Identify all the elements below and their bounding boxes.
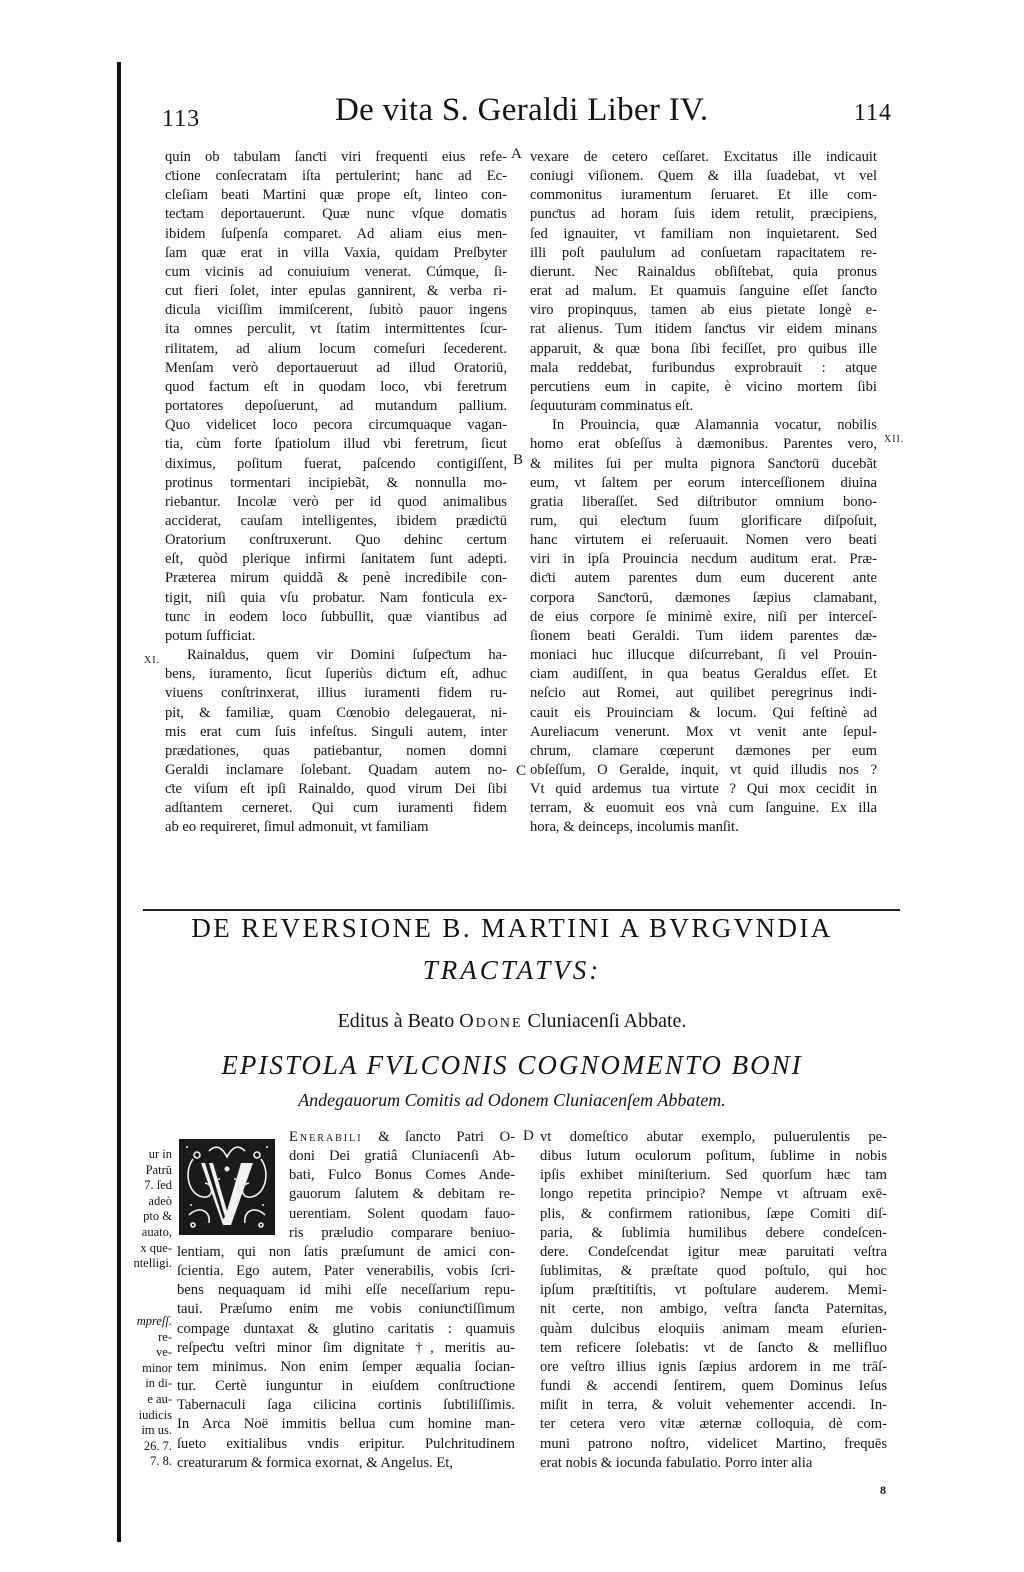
text-line: apparuit, & quæ bona ſibi feciſſet, pro quibus ille — [530, 340, 877, 357]
text-line: protinus tormentari incipiebãt, & nonnulla mo- — [165, 474, 507, 491]
text-line: neſcio aut Romei, aut quilibet peregrinus indi- — [530, 685, 877, 702]
text-line: ipſis exhibet miniſterium. Sed quorſum hæc tam — [540, 1167, 887, 1184]
text-line: quod factum eſt in quodam loco, vbi feretrum — [165, 378, 507, 395]
text-line: rilitatem, ad alium locum comeſuri ſecederent. — [165, 340, 507, 357]
text-line: gratia liberaſſet. Sed diſtributor omnium bono- — [530, 493, 877, 510]
text-line: commonitus iuramentum ſeruaret. Et ille com- — [530, 187, 877, 204]
text-line: dierunt. Nec Rainaldus obſiſtebat, quia pronus — [530, 263, 877, 280]
side-note-fragment: ntelligi. — [133, 1256, 172, 1271]
text-line: taui. Præſumo enim me vobis coniunƈtiſſimum — [177, 1301, 515, 1318]
text-line: coniugi viſionem. Quem & illa ſuadebat, vt vel — [530, 168, 877, 185]
upper-right-column — [530, 148, 877, 838]
text-line: de eius corpore ſe minimè exire, niſi per interceſ- — [530, 608, 877, 625]
treatise-subtitle: TRACTATVS: — [422, 955, 602, 985]
text-line: punƈtus ad horam ſuis idem retulit, præcipiens, — [530, 206, 877, 223]
text-line: mala reddebat, furibundus exprobrauit : atque — [530, 359, 877, 376]
text-line: illi poſt paululum ad conſuetam rapacitatem re- — [530, 244, 877, 261]
opening-word: Enerabili — [289, 1129, 363, 1145]
text-line: ore veſtro illius ignis ſæpius ardorem in me trāſ- — [540, 1358, 887, 1375]
text-line: Aureliacum venerunt. Mox vt venit ante ſepul- — [530, 723, 877, 740]
text-line: ciam audiſſent, in qua beatus Geraldus eſſet. Et — [530, 666, 877, 683]
text-line: ab eo requireret, ſimul admonuit, vt familiam — [165, 819, 429, 836]
text-line: cut fieri ſolet, inter epulas gannirent, & verba ri- — [165, 283, 507, 300]
text-line: hora, & deinceps, incolumis manſit. — [530, 819, 739, 836]
signature-mark: 8 — [880, 1483, 886, 1497]
text-line: teƈtam deportauerunt. Quæ nunc vſque domatis — [165, 206, 507, 223]
side-note-fragment: pto & — [143, 1209, 172, 1224]
text-line: creaturarum & formica exornat, & Angelus. Et, — [177, 1454, 453, 1471]
text-line: ſed ignauiter, vt familiam non inquietarent. Sed — [530, 225, 877, 242]
lower-right-column — [540, 1128, 887, 1473]
side-note-fragment: minor — [142, 1360, 172, 1375]
text-line: lentiam, qui non ſatis præſumunt de amici con- — [177, 1243, 515, 1260]
section-rule — [143, 909, 900, 911]
text-line: Vt quid ardemus tua virtute ? Qui mox cecidit in — [530, 781, 877, 798]
text-line: moniaci huc illucque diſcurrebant, ſi vel Prouin- — [530, 647, 877, 664]
running-title: De vita S. Geraldi Liber IV. — [335, 92, 709, 128]
editor-line-pre: Editus à Beato — [337, 1010, 460, 1032]
text-line: nit certe, non ambigo, veſtra ſanƈta Paternitas, — [540, 1301, 887, 1318]
text-line: rat alienus. Tum itidem ſanƈtus vir eidem minans — [530, 321, 877, 338]
text-line: homo erat obſeſſus à dæmonibus. Parentes vero, — [530, 436, 877, 453]
side-note-fragment: in di- — [145, 1376, 172, 1391]
text-line: erat ad malum. Et quamuis ſanguine eſſet ſanƈto — [530, 283, 877, 300]
text-line: uerentiam. Solent quodam fauo- — [289, 1205, 515, 1222]
text-line: dibus lutum oculorum poſitum, ſublime in nobis — [540, 1148, 887, 1165]
text-line: cauit eis Prouinciam & locum. Qui feſtinè ad — [530, 704, 877, 721]
editor-line-post: Cluniacenſi Abbate. — [522, 1010, 687, 1032]
text-line: muni patrono noſtro, videlicet Martino, frequēs — [540, 1435, 887, 1452]
treatise-title: DE REVERSIONE B. MARTINI A BVRGVNDIA — [191, 913, 833, 943]
page-number-left: 113 — [162, 106, 201, 132]
text-line: ſequuturam comminatus eſt. — [530, 398, 694, 415]
text-line: ſionem beati Geraldi. Tum iidem parentes dæ- — [530, 627, 877, 644]
side-note-fragment: Patrū — [145, 1162, 172, 1177]
side-note-fragment: e au- — [147, 1391, 172, 1406]
text-line: ibidem ſuſpenſa comparet. Ad aliam eius men- — [165, 225, 507, 242]
side-note-fragment: mpreſſ. — [136, 1314, 172, 1328]
side-note-fragment: re- — [158, 1329, 172, 1344]
text-line: Oratorium conſtruxerunt. Quo dehinc certum — [165, 532, 507, 549]
text-line: compage duntaxat & glutino caritatis : quamuis — [177, 1320, 515, 1337]
text-line: Tabernaculi ſaga cilicina cortinis ſubtiliſſimis. — [177, 1397, 515, 1414]
text-line: tia, cùm forte ſpatiolum illud vbi feretrum, ſicut — [165, 436, 507, 453]
text-line: cleſiam beati Martini quæ prope eſt, linteo con- — [165, 187, 507, 204]
side-note-fragment: iudicis — [138, 1407, 172, 1422]
text-line: ſublimitas, & præſtate quod poſtulo, qui hoc — [540, 1263, 887, 1280]
text-line: reſpeƈtu veſtri minor ſim dignitate †, meritis au- — [177, 1339, 515, 1356]
text-line: ſam quæ erat in villa Vaxia, quidam Preſbyter — [165, 244, 507, 261]
text-line: viri in ipſa Prouincia necdum auditum erat. Præ- — [530, 551, 877, 568]
text-line: viuens conſtrinxerat, illius iuramenti fidem ru- — [165, 685, 507, 702]
text-line: cum vicinis ad conuiuium venerat. Cúmque, ſi- — [165, 263, 507, 280]
text-line: diximus, poſitum fuerat, paſcendo contigiſſent, — [165, 455, 507, 472]
text-line: potum ſufficiat. — [165, 627, 256, 644]
text-line: tem minimus. Non enim ſemper æqualia ſocian- — [177, 1358, 515, 1375]
editor-name: Odone — [459, 1010, 523, 1032]
text-line: miſit in terra, & voluit vehementer accendi. In- — [540, 1397, 887, 1414]
text-fragment: & ſancto Patri O- — [362, 1129, 515, 1145]
text-line: corpora Sanƈtorū, dæmones ſæpius clamabant, — [530, 589, 877, 606]
text-line: plis, & confirmem rationibus, ſæpe Comiti diſ- — [540, 1205, 887, 1222]
text-line: longo repetita principio? Nempe vt aſtruam exē- — [540, 1186, 887, 1203]
page-header — [150, 84, 910, 134]
text-line: obſeſſum, O Geralde, inquit, vt quid illudis nos ? — [530, 762, 877, 778]
text-line: vexare de cetero ceſſaret. Excitatus ille indicauit — [530, 149, 877, 165]
text-line: dere. Condeſcendat igitur meæ paruitati veſtra — [540, 1243, 887, 1260]
text-line: doni Dei gratiâ Cluniacenſi Ab- — [289, 1148, 515, 1165]
text-line: Menſam verò deportaueruut ad illud Oratoriū, — [165, 359, 507, 376]
text-line: Quo videlicet loco pecora circumquaque vagan- — [165, 417, 507, 434]
text-line: Rainaldus, quem vir Domini ſuſpeƈtum ha- — [187, 647, 507, 664]
text-line: gauorum ſalutem & debitam re- — [289, 1186, 515, 1203]
page-number-right: 114 — [853, 100, 892, 126]
text-line: ipſum præſtitiſtis, vt poſtulare auderem. Memi- — [540, 1282, 887, 1299]
text-line: diƈti autem parentes dum eum ducerent ante — [530, 570, 877, 587]
text-line: ter cetera vero vitæ æternæ colloquia, dè com- — [540, 1416, 887, 1433]
text-line: rum, qui eleƈtum ſuum glorificare diſpoſuit, — [530, 512, 877, 529]
upper-left-column — [165, 148, 507, 838]
text-line: tunc in eodem loco ſubbullit, quæ viantibus ad — [165, 608, 507, 625]
side-note-fragment: auato, — [141, 1224, 172, 1239]
text-line: eum, vt ſaltem per eorum interceſſionem diuina — [530, 474, 877, 491]
epistle-subtitle: Andegauorum Comitis ad Odonem Cluniacenſem Abbatem. — [298, 1090, 726, 1110]
text-line: bens nequaquam id mihi eſſe neceſſarium repu- — [177, 1282, 515, 1299]
text-line: tur. Certè iunguntur in eiuſdem conſtruƈtione — [177, 1378, 515, 1395]
text-line: riebantur. Incolæ verò per id quod animalibus — [165, 493, 507, 510]
text-line: hanc virtutem ei reſeruauit. Nomen vero beati — [530, 532, 877, 549]
epistle-title: EPISTOLA FVLCONIS COGNOMENTO BONI — [221, 1050, 803, 1080]
margin-number-xii: XII. — [884, 434, 905, 445]
text-line: dicula viciſſim immiſcerent, ſubitò pauor ingens — [165, 302, 507, 319]
binding-edge — [117, 62, 121, 1542]
text-line: fundi & accendi ſentirem, quem Dominus Ieſus — [540, 1378, 887, 1395]
text-line: Geraldi inclamare ſolebant. Quadam autem no- — [165, 762, 507, 778]
text-line: erat nobis & iocunda fabulatio. Porro inter alia — [540, 1454, 813, 1471]
side-note-fragment: x que- — [140, 1240, 172, 1255]
text-line: ƈte viſum eſt ipſi Rainaldo, quod virum Dei ſibi — [165, 781, 507, 798]
text-line: ſueto exitialibus vndis eripitur. Pulchritudinem — [177, 1435, 515, 1452]
text-line: adſtantem cerneret. Qui cum iuramenti fidem — [165, 800, 507, 817]
text-line: eſt, quòd plerique infirmi ſanitatem ſunt adepti. — [165, 551, 507, 568]
side-note-fragment: adeò — [148, 1193, 172, 1208]
text-line: chrum, clamare cœperunt dæmones per eum — [530, 742, 877, 759]
cropped-side-notes-bottom — [122, 1314, 172, 1470]
text-line: acciderat, cauſam intelligentes, ibidem prædiƈtū — [165, 512, 507, 529]
text-line: vt domeſtico abutar exemplo, puluerulentis pe- — [540, 1129, 887, 1145]
section-marker-d: D — [523, 1128, 534, 1144]
text-line: bati, Fulco Bonus Comes Ande- — [289, 1167, 515, 1184]
text-line: & milites ſui per multa pignora Sanƈtorū ducebãt — [530, 455, 877, 472]
text-line: Præterea mirum quiddã & penè incredibile con- — [165, 570, 507, 587]
section-marker-b: B — [513, 452, 524, 468]
editor-line — [0, 1010, 1024, 1033]
text-line: quin ob tabulam ſanƈti viri frequenti eius refe- — [165, 149, 507, 165]
text-line: ris præludio comparare beniuo- — [289, 1224, 515, 1241]
side-note-fragment: 7. ſed — [144, 1178, 172, 1193]
text-line: quàm dulcibus eloquiis animam meam eſurien- — [540, 1320, 887, 1337]
text-line: ƈtione conſecratam iſta pertulerint; hanc ad Ec- — [165, 168, 507, 185]
text-line: portatores depoſuerunt, ad mutandum pallium. — [165, 398, 507, 415]
lower-left-column — [177, 1128, 515, 1473]
text-line: mis erat cum ſuis infeſtus. Singuli autem, inter — [165, 723, 507, 740]
margin-number-xi: XI. — [144, 655, 161, 666]
section-marker-a: A — [511, 146, 522, 162]
text-line: percutiens eum in capite, è vicino mortem ſibi — [530, 378, 877, 395]
side-note-fragment: im us. — [141, 1423, 172, 1438]
section-marker-c: C — [516, 763, 527, 779]
side-note-fragment: ur in — [148, 1147, 172, 1161]
text-line: tem reficere ſolebatis: vt de ſanƈto & mellifluo — [540, 1339, 887, 1356]
side-note-fragment: 7. 8. — [150, 1454, 172, 1469]
text-line: ſcientia. Ego autem, Pater venerabilis, vobis ſcri- — [177, 1263, 515, 1280]
text-line: viro propinquus, tamen ab eius pietate longè e- — [530, 302, 877, 319]
text-line: prædationes, quas patiebantur, nomen domni — [165, 742, 507, 759]
text-line: paria, & ſublimia humilibus debere condeſcen- — [540, 1224, 887, 1241]
text-line: bens, iuramento, ſicut ſuperiùs diƈtum eſt, adhuc — [165, 666, 507, 683]
cropped-side-notes-top — [122, 1147, 172, 1272]
side-note-fragment: ve- — [156, 1345, 172, 1360]
text-line: In Arca Noë immitis bellua cum homine man- — [177, 1416, 515, 1433]
text-line — [177, 1128, 515, 1147]
text-line: ita omnes perculit, vt ſtatim intermittentes ſcur- — [165, 321, 507, 338]
text-line: In Prouincia, quæ Alamannia vocatur, nobilis — [552, 417, 877, 434]
side-note-fragment: 26. 7. — [143, 1438, 172, 1453]
text-line: tigit, niſi quia vſu probatur. Nam fonticula ex- — [165, 589, 507, 606]
text-line: terram, & euomuit eos vnà cum ſanguine. Ex illa — [530, 800, 877, 817]
text-line: pit, & familiæ, quam Cœnobio delegauerat, ni- — [165, 704, 507, 721]
